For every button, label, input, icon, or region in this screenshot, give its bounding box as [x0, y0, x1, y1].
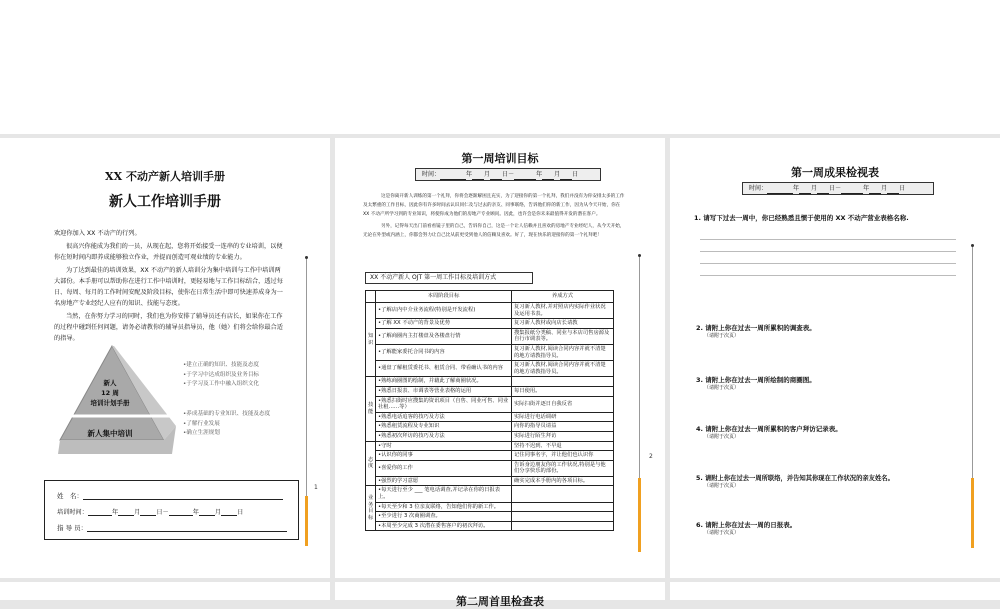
goal-cell: •喜爱你的工作 — [376, 460, 512, 476]
page-edge-line — [306, 258, 307, 506]
table-row — [366, 451, 614, 461]
answer-line[interactable] — [700, 275, 956, 276]
start-year-field[interactable] — [767, 193, 793, 194]
week1-goals-title: 第一周培训目标 — [461, 152, 539, 165]
goal-cell: •认识你的同事 — [376, 451, 512, 461]
goal-cell: •熟悉扫街时应搜集的资讯项目（自售、同业可售、同业社租……等） — [376, 396, 512, 412]
line-dot — [971, 244, 974, 247]
day-unit: 日 — [156, 509, 163, 516]
week1-goal-table — [365, 290, 614, 531]
bullet-item: •确立生涯规划 — [183, 430, 220, 436]
end-month-field[interactable] — [199, 515, 215, 516]
method-cell: 复习新人教材,并对照店内实际作业状况及运用书表。 — [512, 303, 614, 319]
month-unit: 月 — [881, 185, 888, 192]
method-cell: 每日使用。 — [512, 386, 614, 396]
range-dash: － — [162, 509, 169, 516]
goal-cell: •熟悉初次拜访的技巧及方法 — [376, 431, 512, 441]
goal-cell: •熟悉日报表、市调表等营业表格的运用 — [376, 386, 512, 396]
method-cell: 实际进行电话调研 — [512, 412, 614, 422]
line-dot — [638, 254, 641, 257]
month-unit: 月 — [484, 171, 491, 178]
start-day-field[interactable] — [817, 193, 829, 194]
week1-time-box — [415, 168, 601, 181]
end-year-field[interactable] — [841, 193, 863, 194]
period-row: 培训时间： 年 月 日－ 年 月 日 — [57, 509, 244, 516]
table-row — [366, 319, 614, 329]
page-6-partial — [670, 582, 1000, 600]
question-5: 5. 请附上你在过去一周所联络，并告知其你现在工作状况的亲友姓名。 — [696, 475, 894, 482]
method-cell: 搜集报纸分类稿、同业与本店司售房源及自行市调表等。 — [512, 328, 614, 344]
day-unit: 日 — [237, 509, 244, 516]
name-row: 姓 名： — [57, 491, 283, 500]
page-2-week1-goals — [335, 138, 665, 578]
question-4-note: （请附于次页） — [704, 434, 740, 440]
pyramid-bottom-label: 新人集中培训 — [87, 429, 133, 438]
name-label: 姓 名 — [57, 492, 77, 500]
method-cell: 实际进行陌生拜访 — [512, 431, 614, 441]
start-year-field[interactable] — [88, 515, 112, 516]
category-cell: 态度 — [366, 441, 376, 486]
table-header-goal: 本周阶段目标 — [376, 291, 512, 303]
page-number: 2 — [649, 453, 653, 460]
day-unit: 日 — [572, 171, 579, 178]
month-unit: 月 — [134, 509, 141, 516]
method-cell: 向你的指导员请益 — [512, 422, 614, 432]
question-6: 6. 请附上你在过去一周的日报表。 — [696, 521, 797, 529]
method-cell — [512, 521, 614, 531]
pyramid-top-label — [56, 378, 164, 408]
table-caption-box: XX 不动产新人 OJT 第一周工作目标及培训方式 — [365, 272, 533, 284]
intro-paragraph: 很高兴你能成为我们的一员，从现在起，您将开始接受一连串的专业培训，以便你在短时间内即养成能够独立作业，并提而创造可观业绩的专业能力。 — [54, 243, 283, 261]
table-row — [366, 486, 614, 502]
end-day-field[interactable] — [560, 179, 572, 180]
start-day-field[interactable] — [490, 179, 502, 180]
method-cell — [512, 486, 614, 502]
week1-review-time-box — [742, 182, 934, 195]
day-unit: 日 — [829, 185, 836, 192]
table-row — [366, 344, 614, 360]
table-row — [366, 460, 614, 476]
month-unit: 月 — [214, 509, 222, 516]
question-3: 3. 请附上你在过去一周所绘制的商圈图。 — [696, 376, 816, 384]
year-unit: 年 — [536, 171, 543, 178]
mentor-paragraph: 当然，在你努力学习的同时，我们也为你安排了辅导员还有店长，如果你在工作的过程中碰到任何问题，请务必请教你的辅导员指导员，他（她）们将会给你最合适的指导。 — [54, 313, 283, 342]
accent-bar — [971, 478, 974, 548]
table-row — [366, 377, 614, 387]
week1-goal-table-wrap — [365, 290, 614, 531]
method-cell: 实际扫街并逐日自我反省 — [512, 396, 614, 412]
table-row — [366, 521, 614, 531]
table-row — [366, 396, 614, 412]
method-cell: 记住同事名字，并让他们也认识你 — [512, 451, 614, 461]
range-dash: － — [508, 171, 515, 178]
question-6-note: （请附于次页） — [704, 530, 740, 536]
table-row — [366, 361, 614, 377]
method-cell — [512, 502, 614, 512]
goal-cell: •至少进行 3 次商圈调查。 — [376, 512, 512, 522]
bullet-item: •了解行业发展 — [183, 420, 220, 427]
method-cell: 确实完成本手册内的各项目标。 — [512, 476, 614, 486]
method-cell — [512, 512, 614, 522]
end-day-field[interactable] — [221, 515, 237, 516]
table-row — [366, 431, 614, 441]
mentor-label: 指 导 员 — [57, 524, 81, 532]
goal-cell: •每天至少和 3 位亲友联络，告知他们你的新工作。 — [376, 502, 512, 512]
range-dash: － — [835, 185, 842, 192]
name-field[interactable] — [83, 499, 283, 500]
year-unit: 年 — [466, 171, 473, 178]
end-month-field[interactable] — [542, 179, 554, 180]
pyramid-label-line: 12 周 — [101, 389, 119, 397]
lower-bullets — [183, 410, 270, 439]
month-unit: 月 — [811, 185, 818, 192]
end-day-field[interactable] — [887, 193, 899, 194]
category-cell: 业务目标 — [366, 486, 376, 531]
start-month-field[interactable] — [118, 515, 134, 516]
table-row — [366, 502, 614, 512]
goal-cell: •通盘了解租赁委托书、租赁合同、带看确认书的内容 — [376, 361, 512, 377]
category-cell: 技能 — [366, 377, 376, 441]
question-1: 1. 请写下过去一周中，你已经熟悉且惯于使用的 XX 不动产营业表格名称. — [694, 214, 909, 222]
end-month-field[interactable] — [869, 193, 881, 194]
bullet-item: •于学习中达成组织及业务目标 — [183, 371, 260, 378]
week1-review-title: 第一周成果检视表 — [791, 166, 879, 179]
time-label: 时间： — [422, 171, 441, 178]
answer-line[interactable] — [700, 251, 956, 252]
goal-cell: •每天进行至少 ___ 笔电话调查,并记录在你的日报表上。 — [376, 486, 512, 502]
question-4: 4. 请附上你在过去一周所累积的客户拜访记录表。 — [696, 425, 842, 433]
end-year-field[interactable] — [514, 179, 536, 180]
year-unit: 年 — [863, 185, 870, 192]
goal-cell: •熟悉租赁流程及专业知识 — [376, 422, 512, 432]
page-number: 1 — [314, 484, 318, 491]
table-row — [366, 412, 614, 422]
day-unit: 日 — [502, 171, 509, 178]
goal-cell: •本周至少完成 3 次潜在委售客户的初次拜访。 — [376, 521, 512, 531]
week1-intro-text — [363, 192, 627, 240]
pyramid-label-line: 培训计划手册 — [90, 399, 130, 407]
end-year-field[interactable] — [169, 515, 193, 516]
start-month-field[interactable] — [472, 179, 484, 180]
mentor-row: 指 导 员： — [57, 523, 287, 532]
week2-review-title-fragment: 第二周首里检查表 — [456, 595, 544, 608]
table-row — [366, 476, 614, 486]
table-row — [366, 303, 614, 319]
bullet-item: •于学习及工作中融入组织文化 — [183, 381, 260, 387]
year-unit: 年 — [192, 509, 199, 516]
handbook-main-title: 新人工作培训手册 — [109, 194, 221, 210]
page-4-partial — [0, 582, 330, 600]
mentor-field[interactable] — [87, 531, 287, 532]
goal-cell: •了解店内中介业务流程(特别是开发流程) — [376, 303, 512, 319]
blank-page-top — [0, 0, 1000, 134]
question-3-note: （请附于次页） — [704, 385, 740, 391]
line-dot — [305, 256, 308, 259]
goal-cell: •熟练商圈图的绘制，并藉此了解商圈状况。 — [376, 377, 512, 387]
page-5-partial — [335, 582, 665, 608]
table-row — [366, 328, 614, 344]
method-cell: 复习新人教材,阅读合同内容并就不清楚的地方请教指导员。 — [512, 344, 614, 360]
handbook-small-title: XX 不动产新人培训手册 — [105, 170, 225, 183]
start-day-field[interactable] — [140, 515, 156, 516]
page-1-cover — [0, 138, 330, 578]
table-header-method: 养成方式 — [512, 291, 614, 303]
time-label: 时间： — [749, 185, 768, 192]
structure-paragraph: 为了达到最佳的培训效果，XX 不动产的新人培训分为集中培训与工作中培训两大部份。本手册可以帮助你在进行工作中培训时，更轻易地与工作目标结合，透过每日、每周、每月的工作时间安配及阶段目标，使你在日常生活中即可快速养成身为一名房地产专业经纪人应有的知识、技能与态度。 — [54, 267, 283, 307]
table-row — [366, 386, 614, 396]
goal-cell: •了解能家委托合同书的内容 — [376, 344, 512, 360]
welcome-text-block — [54, 228, 284, 344]
intro-paragraph: 这是你离开新人训练的第一个礼拜，你将会逐渐解困且充实，为了迎接你的第一个礼拜，我们并没有为你安排太多的工作及太繁重的工作目标，因此你有许多时间去认识同仁及与过去的亲友、同事联络，告诉他们你的新工作，因为从今天开始，你在 XX 不动产所学习到的专业知识，将使你成为他们的房地产专业顾问。因此，也许会是你未来最值得开发的潜在客户。 — [363, 194, 625, 218]
page-3-week1-review — [670, 138, 1000, 578]
year-unit: 年 — [111, 509, 119, 516]
table-row — [366, 441, 614, 451]
table-row — [366, 512, 614, 522]
welcome-paragraph: 欢迎你加入 XX 不动产的行列。 — [54, 230, 141, 237]
goal-cell: •守时 — [376, 441, 512, 451]
goal-cell: •了解 XX 不动产的背景及优势 — [376, 319, 512, 329]
bullet-item: •建立正确的知识、技能及态度 — [183, 362, 260, 368]
goal-cell: •了解商圈内主打楼盘及各楼盘行情 — [376, 328, 512, 344]
table-header-blank — [366, 291, 376, 303]
goal-cell: •强烈的学习意愿 — [376, 476, 512, 486]
month-unit: 月 — [554, 171, 561, 178]
question-2: 2. 请附上你在过去一周所累积的调查表。 — [696, 324, 816, 332]
accent-bar — [638, 478, 641, 552]
accent-bar — [305, 496, 308, 546]
category-cell: 知识 — [366, 303, 376, 377]
question-2-note: （请附于次页） — [704, 333, 740, 339]
table-row — [366, 422, 614, 432]
day-unit: 日 — [899, 185, 906, 192]
method-cell: 复习新人教材,阅读合同内容并就不清楚的地方请教指导员。 — [512, 361, 614, 377]
year-unit: 年 — [793, 185, 800, 192]
method-cell: 坚持不迟到、不早退 — [512, 441, 614, 451]
upper-bullets — [183, 361, 259, 390]
start-month-field[interactable] — [799, 193, 811, 194]
bullet-item: •养成基础的专业知识、技能及态度 — [183, 411, 271, 417]
intro-paragraph: 另外，记得每天出门前看看镜子里的自己，告诉你自己，这是一个让人信赖并且喜欢的房地产专业经纪人，从今天开始，无论在外型或内涵上，你都会努力让自己比从前更受到他人的信赖及喜欢。好了，现在快乐的迎接你的第一个礼拜吧！ — [363, 223, 625, 238]
period-label: 培训时间 — [57, 509, 82, 516]
start-year-field[interactable] — [440, 179, 466, 180]
trainee-info-form — [44, 480, 299, 540]
goal-cell: •熟悉电话追客的技巧及方法 — [376, 412, 512, 422]
method-cell: 复习新人教材或向店长请教 — [512, 319, 614, 329]
answer-line[interactable] — [700, 239, 956, 240]
method-cell — [512, 377, 614, 387]
answer-line[interactable] — [700, 263, 956, 264]
pyramid-label-line: 新人 — [103, 379, 117, 387]
question-5-note: （请附于次页） — [704, 483, 740, 489]
method-cell: 告诉身边朋友你的工作状况,特别是与他们分享快乐的部份。 — [512, 460, 614, 476]
